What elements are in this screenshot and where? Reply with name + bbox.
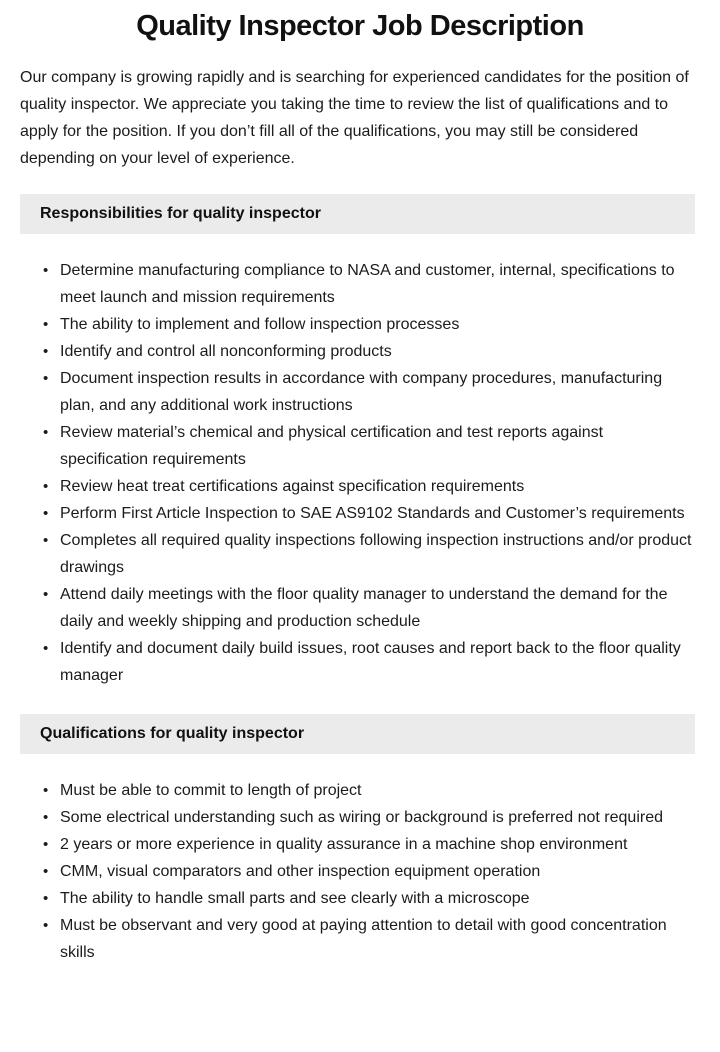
- list-item: • Review material’s chemical and physical certification and test reports against specification requirements: [60, 419, 694, 473]
- list-item: • CMM, visual comparators and other inspection equipment operation: [60, 858, 694, 885]
- list-item: • Must be observant and very good at paying attention to detail with good concentration skills: [60, 912, 694, 966]
- section-qualifications: [0, 714, 720, 966]
- qualifications-list: [0, 777, 694, 966]
- list-item: • Attend daily meetings with the floor quality manager to understand the demand for the daily and weekly shipping and production schedule: [60, 581, 694, 635]
- list-item: • Must be able to commit to length of project: [60, 777, 694, 804]
- qualifications-heading: Qualifications for quality inspector: [20, 714, 695, 754]
- list-item: • Perform First Article Inspection to SAE AS9102 Standards and Customer’s requirements: [60, 500, 694, 527]
- responsibilities-list: [0, 257, 694, 689]
- list-item: • Completes all required quality inspections following inspection instructions and/or product drawings: [60, 527, 694, 581]
- list-item: • Identify and control all nonconforming products: [60, 338, 694, 365]
- page-title: Quality Inspector Job Description: [136, 10, 584, 42]
- list-item: • Review heat treat certifications against specification requirements: [60, 473, 694, 500]
- responsibilities-heading: Responsibilities for quality inspector: [20, 194, 695, 234]
- list-item: • Document inspection results in accordance with company procedures, manufacturing plan, and any additional work instructions: [60, 365, 694, 419]
- list-item: • Determine manufacturing compliance to NASA and customer, internal, specifications to meet launch and mission requirements: [60, 257, 694, 311]
- list-item: • 2 years or more experience in quality assurance in a machine shop environment: [60, 831, 694, 858]
- intro-paragraph: Our company is growing rapidly and is searching for experienced candidates for the position of quality inspector. We appreciate you taking the time to review the list of qualifications and to apply for the position. If you don’t fill all of the qualifications, you may still be considered depending on your level of experience.: [20, 69, 689, 167]
- list-item: • Some electrical understanding such as wiring or background is preferred not required: [60, 804, 694, 831]
- list-item: • The ability to implement and follow inspection processes: [60, 311, 694, 338]
- list-item: • The ability to handle small parts and see clearly with a microscope: [60, 885, 694, 912]
- list-item: • Identify and document daily build issues, root causes and report back to the floor quality manager: [60, 635, 694, 689]
- section-responsibilities: [0, 194, 720, 689]
